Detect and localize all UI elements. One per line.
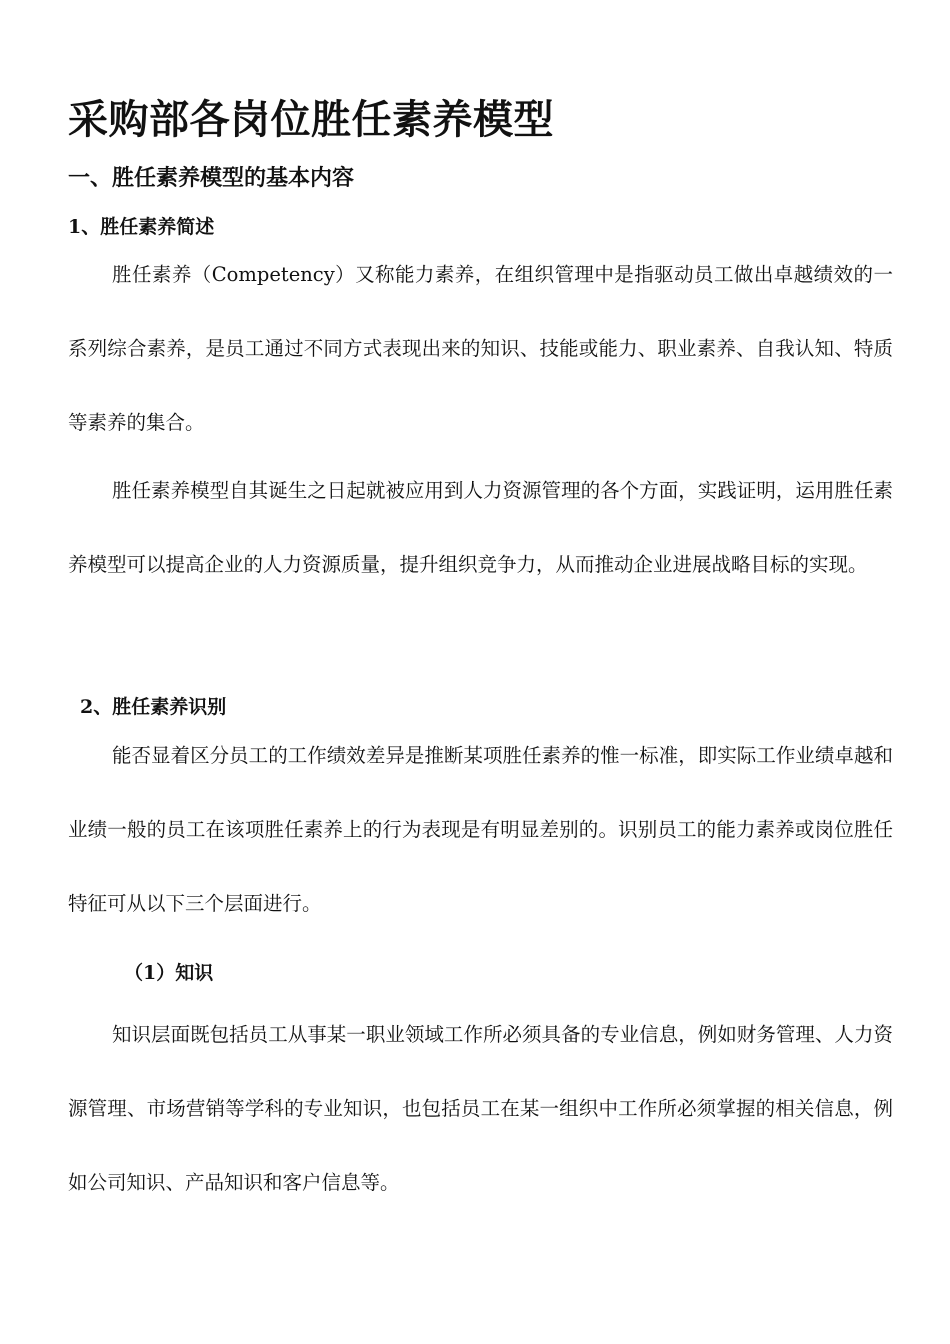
paragraph-identification-criteria: 能否显着区分员工的工作绩效差异是推断某项胜任素养的惟一标准，即实际工作业绩卓越和业绩一般的员工在该项胜任素养上的行为表现是有明显差别的。识别员工的能力素养或岗位胜任特征可从以下三个层面进行。 xyxy=(68,744,893,915)
paragraph-knowledge-level: 知识层面既包括员工从事某一职业领域工作所必须具备的专业信息，例如财务管理、人力资源管理、市场营销等学科的专业知识，也包括员工在某一组织中工作所必须掌握的相关信息，例如公司知识、产品知识和客户信息等。 xyxy=(68,1023,893,1194)
section-heading-basic-content: 一、胜任素养模型的基本内容 xyxy=(68,165,355,191)
item-heading-knowledge: （1）知识 xyxy=(124,962,214,984)
subsection-heading-overview: 1、胜任素养简述 xyxy=(68,216,215,238)
paragraph-competency-definition: 胜任素养（Competency）又称能力素养，在组织管理中是指驱动员工做出卓越绩效的一系列综合素养，是员工通过不同方式表现出来的知识、技能或能力、职业素养、自我认知、特质等素养的集合。 xyxy=(68,263,893,434)
paragraph-competency-model-application: 胜任素养模型自其诞生之日起就被应用到人力资源管理的各个方面，实践证明，运用胜任素养模型可以提高企业的人力资源质量，提升组织竞争力，从而推动企业进展战略目标的实现。 xyxy=(68,479,893,576)
subsection-heading-identification: 2、胜任素养识别 xyxy=(80,696,227,718)
document-title: 采购部各岗位胜任素养模型 xyxy=(68,96,554,143)
